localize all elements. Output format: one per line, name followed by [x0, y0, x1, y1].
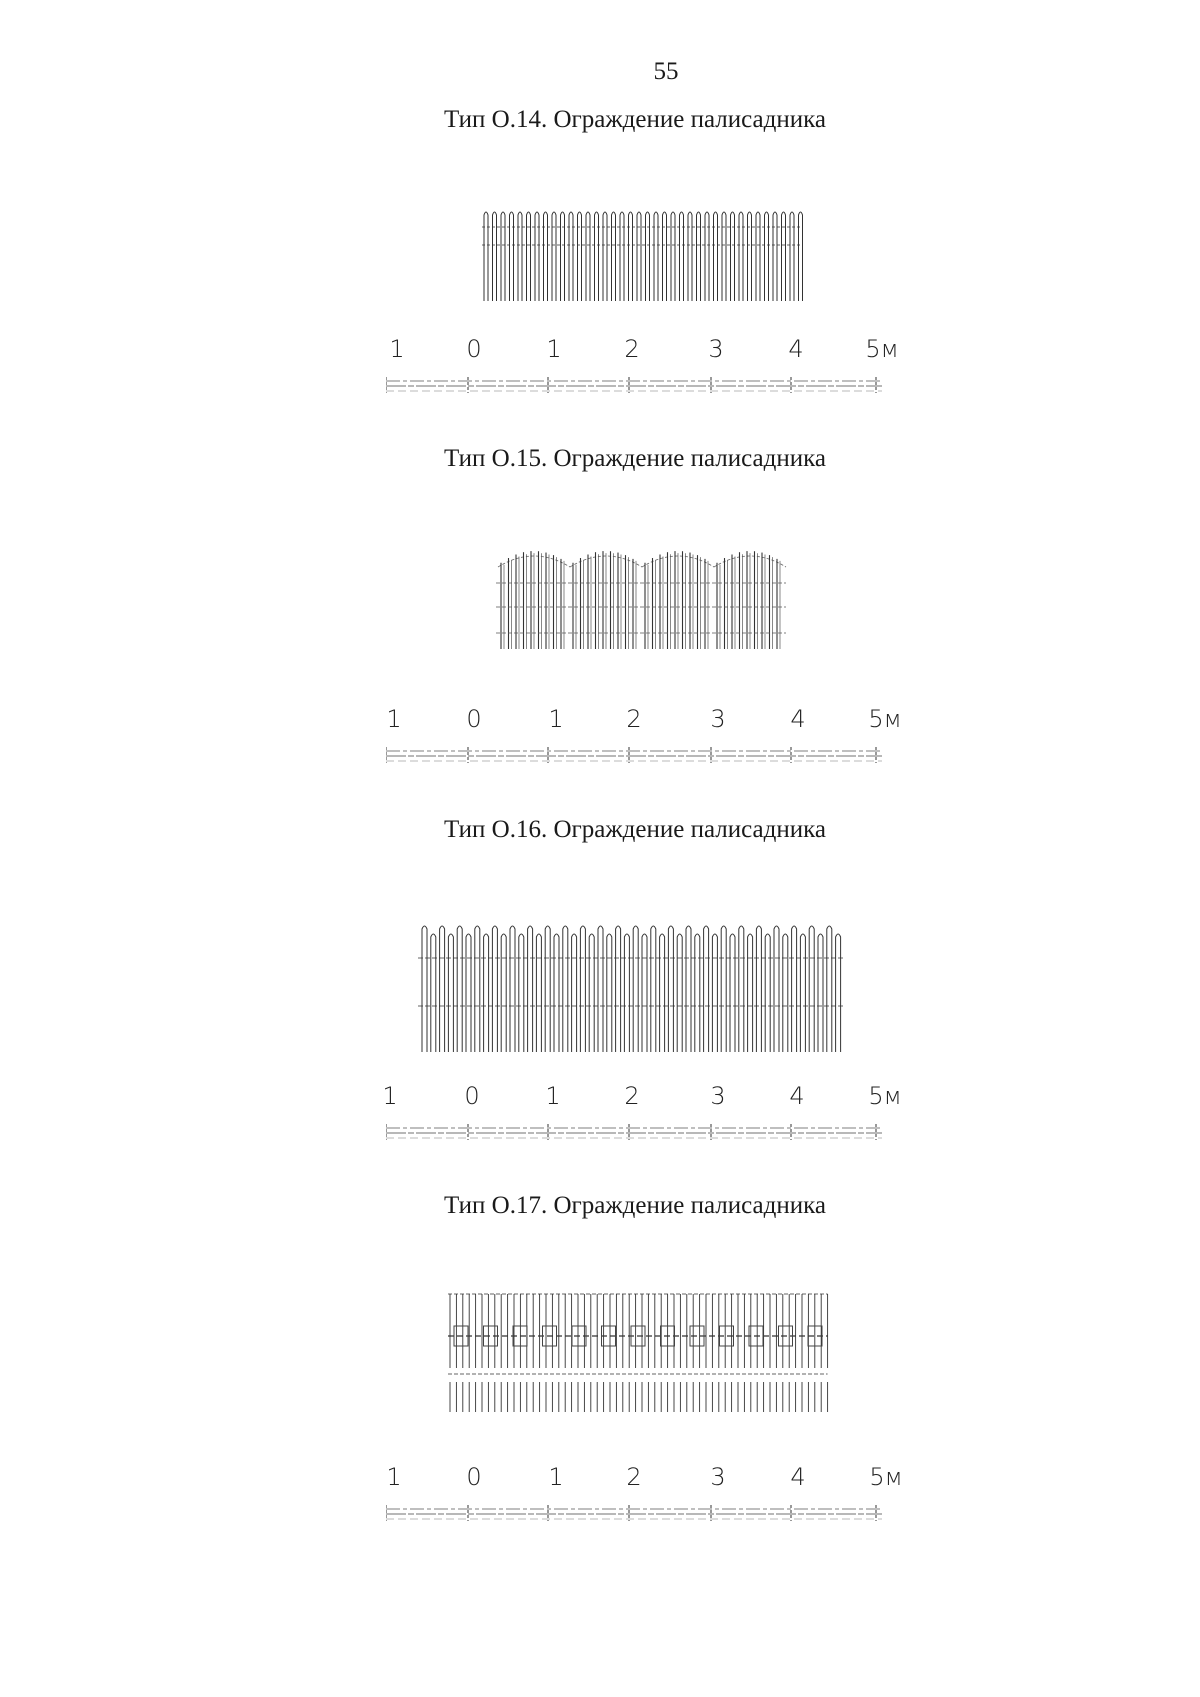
scale-bar [380, 335, 910, 405]
scale-label: 3 [710, 705, 726, 733]
scale-label: 0 [464, 1082, 480, 1110]
scale-label: 5м [868, 1082, 902, 1110]
section-title: Тип О.15. Ограждение палисадника [444, 445, 826, 472]
scale-label: 0 [466, 335, 482, 363]
scale-bar [380, 705, 910, 775]
fence-drawing-o15 [494, 545, 789, 655]
scale-label: 1 [548, 1463, 564, 1491]
scale-label: 5м [865, 335, 899, 363]
section-title: Тип О.16. Ограждение палисадника [444, 816, 826, 843]
fence-drawing-o16 [418, 920, 858, 1055]
scale-bar [380, 1463, 910, 1533]
scale-label: 0 [466, 705, 482, 733]
scale-label: 1 [389, 335, 405, 363]
scale-label: 1 [545, 1082, 561, 1110]
scale-label: 3 [710, 1082, 726, 1110]
scale-label: 2 [626, 1463, 642, 1491]
scale-label: 4 [788, 335, 804, 363]
section-title: Тип О.14. Ограждение палисадника [444, 106, 826, 133]
scale-label: 3 [708, 335, 724, 363]
scale-label: 3 [710, 1463, 726, 1491]
scale-label: 5м [869, 1463, 903, 1491]
scale-label: 2 [624, 335, 640, 363]
scale-ruler [386, 377, 882, 397]
scale-ruler [386, 747, 882, 767]
scale-label: 1 [386, 1463, 402, 1491]
scale-label: 0 [466, 1463, 482, 1491]
fence-drawing-o14 [480, 205, 820, 305]
section-title: Тип О.17. Ограждение палисадника [444, 1192, 826, 1219]
scale-ruler [386, 1124, 882, 1144]
fence-drawing-o17 [448, 1290, 838, 1415]
scale-label: 2 [624, 1082, 640, 1110]
scale-label: 1 [548, 705, 564, 733]
scale-bar [380, 1082, 910, 1152]
scale-ruler [386, 1505, 882, 1525]
scale-label: 1 [386, 705, 402, 733]
scale-label: 5м [868, 705, 902, 733]
scale-label: 1 [546, 335, 562, 363]
scale-label: 4 [790, 705, 806, 733]
scale-label: 4 [789, 1082, 805, 1110]
scale-label: 1 [382, 1082, 398, 1110]
scale-label: 4 [790, 1463, 806, 1491]
page-number: 55 [653, 58, 679, 85]
scale-label: 2 [626, 705, 642, 733]
